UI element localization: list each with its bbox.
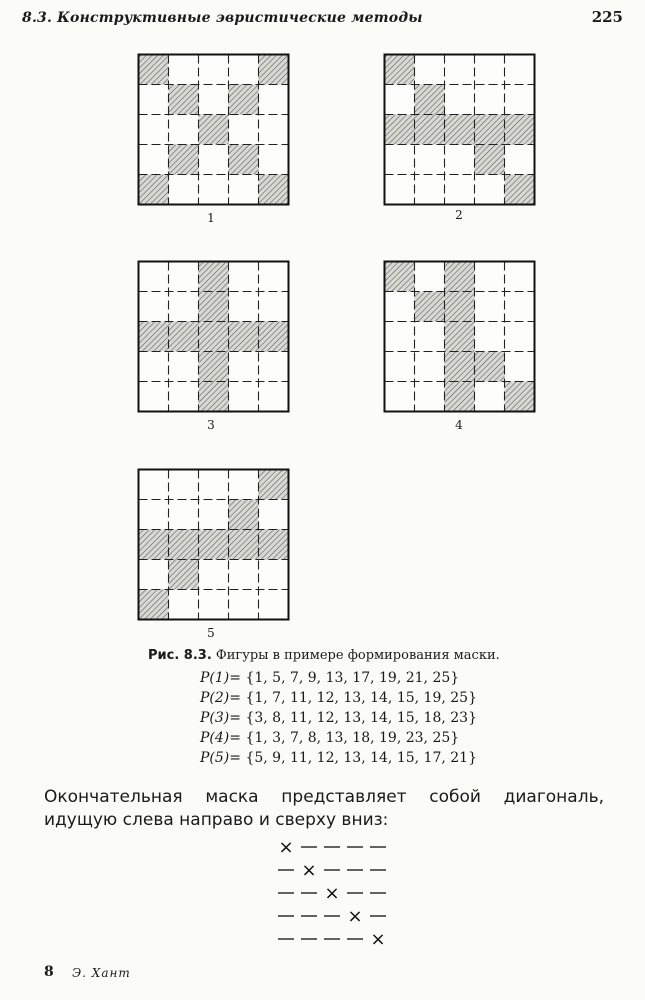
set-value: = {3, 8, 11, 12, 13, 14, 15, 18, 23} [229, 710, 477, 726]
shaded-cell-13 [199, 322, 229, 352]
shaded-cell-15 [259, 322, 289, 352]
shaded-cell-21 [139, 175, 169, 205]
figure-5-label: 5 [207, 626, 215, 640]
shaded-cell-13 [445, 115, 475, 145]
caption-prefix: Рис. 8.3. [148, 648, 212, 663]
shaded-cell-1 [385, 262, 415, 292]
shaded-cell-5 [259, 470, 289, 500]
figure-4-grid [383, 260, 536, 413]
shaded-cell-13 [199, 115, 229, 145]
shaded-cell-9 [229, 500, 259, 530]
shaded-cell-7 [169, 85, 199, 115]
shaded-cell-14 [229, 530, 259, 560]
shaded-cell-8 [199, 292, 229, 322]
set-line [200, 728, 477, 748]
figure-caption [148, 648, 500, 663]
set-value: = {1, 3, 7, 8, 13, 18, 19, 23, 25} [229, 730, 460, 746]
shaded-cell-8 [445, 292, 475, 322]
shaded-cell-1 [139, 55, 169, 85]
running-header-title: 8.3. Конструктивные эвристические методы [22, 10, 423, 26]
figure-4-label: 4 [455, 418, 463, 432]
shaded-cell-11 [139, 322, 169, 352]
shaded-cell-18 [445, 352, 475, 382]
figure-2-label: 2 [455, 208, 463, 222]
mask-cross: × [347, 906, 363, 927]
shaded-cell-3 [199, 262, 229, 292]
shaded-cell-15 [505, 115, 535, 145]
set-line [200, 748, 477, 768]
set-list [200, 668, 477, 768]
mask-cross: × [278, 837, 294, 858]
shaded-cell-9 [229, 85, 259, 115]
set-name: P(1) [200, 670, 230, 686]
set-line [200, 688, 477, 708]
shaded-cell-25 [505, 382, 535, 412]
figure-1-grid [137, 53, 290, 206]
figure-3-grid [137, 260, 290, 413]
shaded-cell-1 [385, 55, 415, 85]
final-mask [276, 836, 396, 952]
shaded-cell-5 [259, 55, 289, 85]
figure-5-grid [137, 468, 290, 621]
caption-text: Фигуры в примере формирования маски. [215, 648, 500, 663]
figure-1-label: 1 [207, 211, 215, 225]
set-name: P(5) [200, 750, 230, 766]
shaded-cell-11 [139, 530, 169, 560]
body-paragraph: Окончательная маска представляет собой диагональ, идущую слева направо и сверху вниз: [44, 787, 604, 830]
shaded-cell-15 [259, 530, 289, 560]
shaded-cell-11 [385, 115, 415, 145]
shaded-cell-25 [505, 175, 535, 205]
set-line [200, 708, 477, 728]
shaded-cell-7 [415, 85, 445, 115]
set-name: P(4) [200, 730, 230, 746]
set-line [200, 668, 477, 688]
shaded-cell-14 [475, 115, 505, 145]
shaded-cell-17 [169, 560, 199, 590]
figure-3-label: 3 [207, 418, 215, 432]
shaded-cell-19 [229, 145, 259, 175]
set-value: = {5, 9, 11, 12, 13, 14, 15, 17, 21} [229, 750, 477, 766]
shaded-cell-7 [415, 292, 445, 322]
mask-cross: × [370, 929, 386, 948]
page-number: 225 [591, 8, 623, 26]
shaded-cell-13 [199, 530, 229, 560]
shaded-cell-3 [445, 262, 475, 292]
shaded-cell-18 [199, 352, 229, 382]
footer-page-number: 8 [44, 964, 54, 980]
shaded-cell-19 [475, 352, 505, 382]
shaded-cell-23 [445, 382, 475, 412]
set-value: = {1, 5, 7, 9, 13, 17, 19, 21, 25} [229, 670, 460, 686]
shaded-cell-14 [229, 322, 259, 352]
shaded-cell-23 [199, 382, 229, 412]
shaded-cell-13 [445, 322, 475, 352]
figure-2-grid [383, 53, 536, 206]
footer-author: Э. Хант [72, 966, 131, 980]
shaded-cell-25 [259, 175, 289, 205]
mask-cross: × [324, 883, 340, 904]
shaded-cell-19 [475, 145, 505, 175]
shaded-cell-17 [169, 145, 199, 175]
shaded-cell-21 [139, 590, 169, 620]
set-name: P(2) [200, 690, 230, 706]
shaded-cell-12 [169, 322, 199, 352]
mask-cross: × [301, 860, 317, 881]
set-name: P(3) [200, 710, 230, 726]
shaded-cell-12 [415, 115, 445, 145]
shaded-cell-12 [169, 530, 199, 560]
set-value: = {1, 7, 11, 12, 13, 14, 15, 19, 25} [229, 690, 477, 706]
